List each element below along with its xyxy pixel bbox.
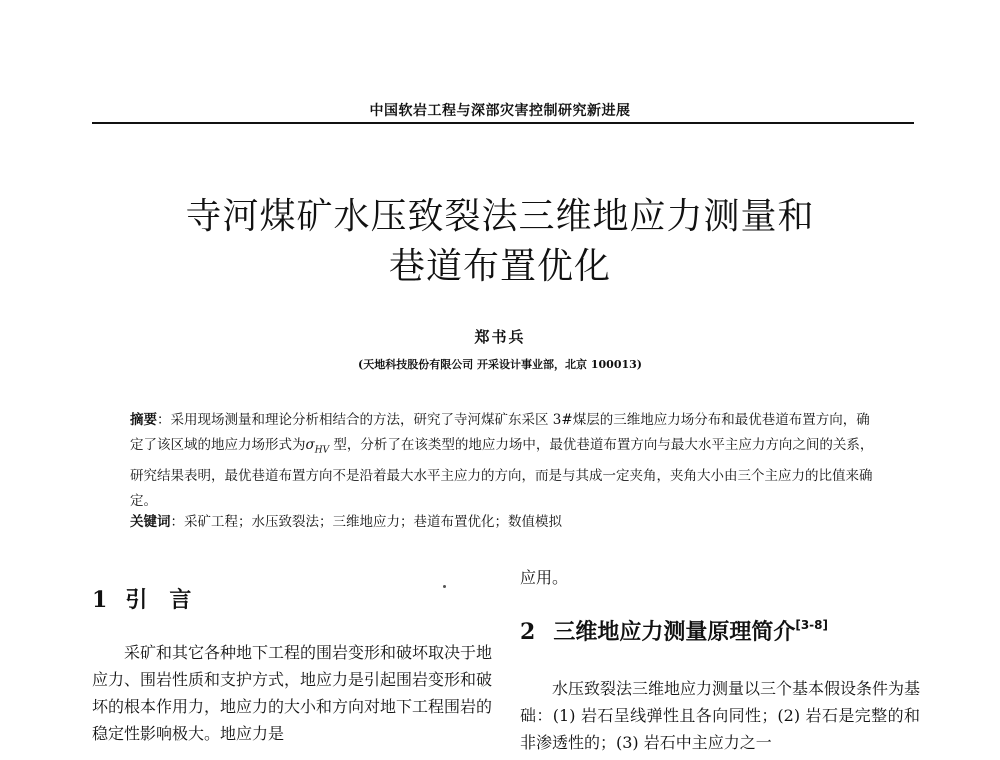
abstract-text-b: 型，分析了在该类型的地应力场中，最优巷道布置方向与最大水平主应力方向之间的关系，研究结果表明，最优巷道布置方向不是沿着最大水平主应力的方向，而是与其成一定夹角，夹角大小由三个主应力的比值来确定。 — [130, 437, 874, 509]
abstract — [130, 408, 882, 514]
section-1-heading — [92, 580, 492, 621]
column-right — [520, 564, 920, 756]
section-2-number: 2 — [520, 619, 536, 645]
running-header: 中国软岩工程与深部灾害控制研究新进展 — [369, 103, 631, 119]
continuation-text: 应用。 — [520, 568, 569, 587]
keywords-label: 关键词 — [130, 514, 171, 530]
section-2-paragraph: 水压致裂法三维地应力测量以三个基本假设条件为基础：(1) 岩石呈线弹性且各向同性；(2) 岩石是完整的和非渗透性的；(3) 岩石中主应力之一 — [520, 679, 921, 752]
header-rule — [92, 122, 914, 124]
title-line-2: 巷道布置优化 — [388, 246, 611, 287]
section-2-title: 三维地应力测量原理简介 — [553, 620, 796, 645]
paper-title — [0, 192, 1000, 292]
column-left — [92, 580, 492, 747]
affiliation: (天地科技股份有限公司 开采设计事业部，北京 100013) — [358, 358, 642, 371]
section-1-title: 引 言 — [125, 588, 192, 613]
title-line-1: 寺河煤矿水压致裂法三维地应力测量和 — [185, 196, 815, 237]
section-2-heading — [520, 605, 920, 653]
author: 郑书兵 — [474, 328, 526, 346]
section-2-citation: [3-8] — [795, 618, 828, 632]
sigma-symbol: $\sigma_{HV}$ — [305, 437, 330, 456]
keywords — [130, 510, 882, 535]
section-1-number: 1 — [92, 587, 108, 613]
keywords-text: ：采矿工程；水压致裂法；三维地应力；巷道布置优化；数值模拟 — [170, 514, 562, 530]
abstract-text-a: ：采用现场测量和理论分析相结合的方法，研究了寺河煤矿东采区 3#煤层的三维地应力场分布和最优巷道布置方向，确定了该区域的地应力场形式为 — [130, 412, 870, 453]
abstract-label: 摘要 — [130, 412, 157, 428]
section-1-paragraph: 采矿和其它各种地下工程的围岩变形和破坏取决于地应力、围岩性质和支护方式，地应力是引起围岩变形和破坏的根本作用力，地应力的大小和方向对地下工程围岩的稳定性影响极大。地应力是 — [92, 643, 493, 743]
